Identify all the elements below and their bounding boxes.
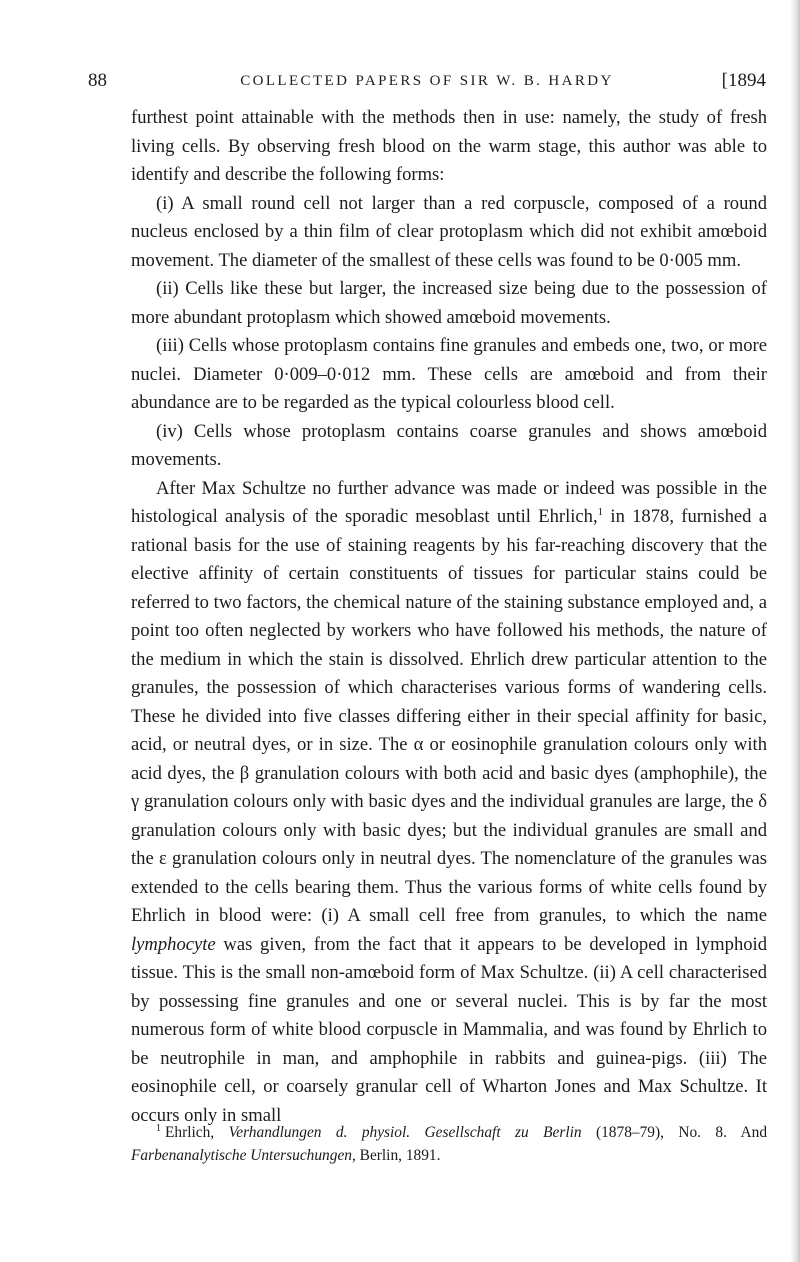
footnotes [131, 1121, 767, 1167]
footnote-1 [131, 1121, 767, 1167]
footnote-title-2: Farbenanalytische Untersuchungen [131, 1147, 352, 1164]
running-year: [1894 [721, 70, 766, 91]
footnote-title-1: Verhandlungen d. physiol. Gesellschaft zu Berlin [228, 1124, 582, 1141]
footnote-reference: 1 [597, 506, 604, 518]
italic-term: lymphocyte [131, 933, 216, 955]
paragraph-continuation: furthest point attainable with the methods then in use: namely, the study of fresh living cells. By observing fresh blood on the warm stage, this author was able to identify and describe the following forms: [131, 107, 767, 185]
text-run: was given, from the fact that it appears to be developed in lymphoid tissue. This is the small non-amœboid form of Max Schultze. (ii) A cell characterised by possessing fine granules and one or several nuclei. This is by far the most numerous form of white blood corpuscle in Mammalia, and was found by Ehrlich to be neutrophile in man, and amphophile in rabbits and guinea-pigs. (iii) The eosinophile cell, or coarsely granular cell of Wharton Jones and Max Schultze. It occurs only in small [131, 933, 767, 1126]
text-run: After Max Schultze no further advance was made or indeed was possible in the histological analysis of the sporadic mesoblast until Ehrlich, [131, 477, 767, 527]
page-edge-shadow [790, 0, 800, 1262]
paragraph-form-iii: (iii) Cells whose protoplasm contains fine granules and embeds one, two, or more nuclei. Diameter 0·009–0·012 mm. These cells are amœboid and from their abundance are to be regarded as the typical colourless blood cell. [131, 335, 767, 413]
body-text [131, 104, 767, 1130]
footnote-text-end: , Berlin, 1891. [351, 1147, 441, 1164]
paragraph-form-ii: (ii) Cells like these but larger, the increased size being due to the possession of more abundant protoplasm which showed amœboid movements. [131, 278, 767, 328]
footnote-author: Ehrlich, [165, 1124, 229, 1141]
page-number: 88 [88, 70, 107, 91]
footnote-mark: 1 [156, 1123, 161, 1134]
running-head [88, 70, 766, 100]
paragraph-ehrlich [131, 475, 767, 1131]
paragraph-form-iv: (iv) Cells whose protoplasm contains coarse granules and shows amœboid movements. [131, 420, 767, 470]
footnote-text: (1878–79), No. 8. And [581, 1124, 768, 1141]
running-title: COLLECTED PAPERS OF SIR W. B. HARDY [240, 73, 614, 89]
text-run: in 1878, furnished a rational basis for the use of staining reagents by his far-reaching discovery that the elective affinity of certain constituents of tissues for particular stains could be referred to two factors, the chemical nature of the staining substance employed and, a point too often neglected by workers who have followed his methods, the nature of the medium in which the stain is dissolved. Ehrlich drew particular attention to the granules, the possession of which characterises various forms of wandering cells. These he divided into five classes differing either in their special affinity for basic, acid, or neutral dyes, or in size. The α or eosinophile granulation colours only with acid dyes, the β granulation colours with both acid and basic dyes (amphophile), the γ granulation colours only with basic dyes and the individual granules are large, the δ granulation colours only with basic dyes; but the individual granules are small and the ε granulation colours only in neutral dyes. The nomenclature of the granules was extended to the cells bearing them. Thus the various forms of white cells found by Ehrlich in blood were: (i) A small cell free from granules, to which the name [131, 506, 768, 926]
paragraph-form-i: (i) A small round cell not larger than a red corpuscle, composed of a round nucleus enclosed by a thin film of clear protoplasm which did not exhibit amœboid movement. The diameter of the smallest of these cells was found to be 0·005 mm. [131, 192, 767, 271]
